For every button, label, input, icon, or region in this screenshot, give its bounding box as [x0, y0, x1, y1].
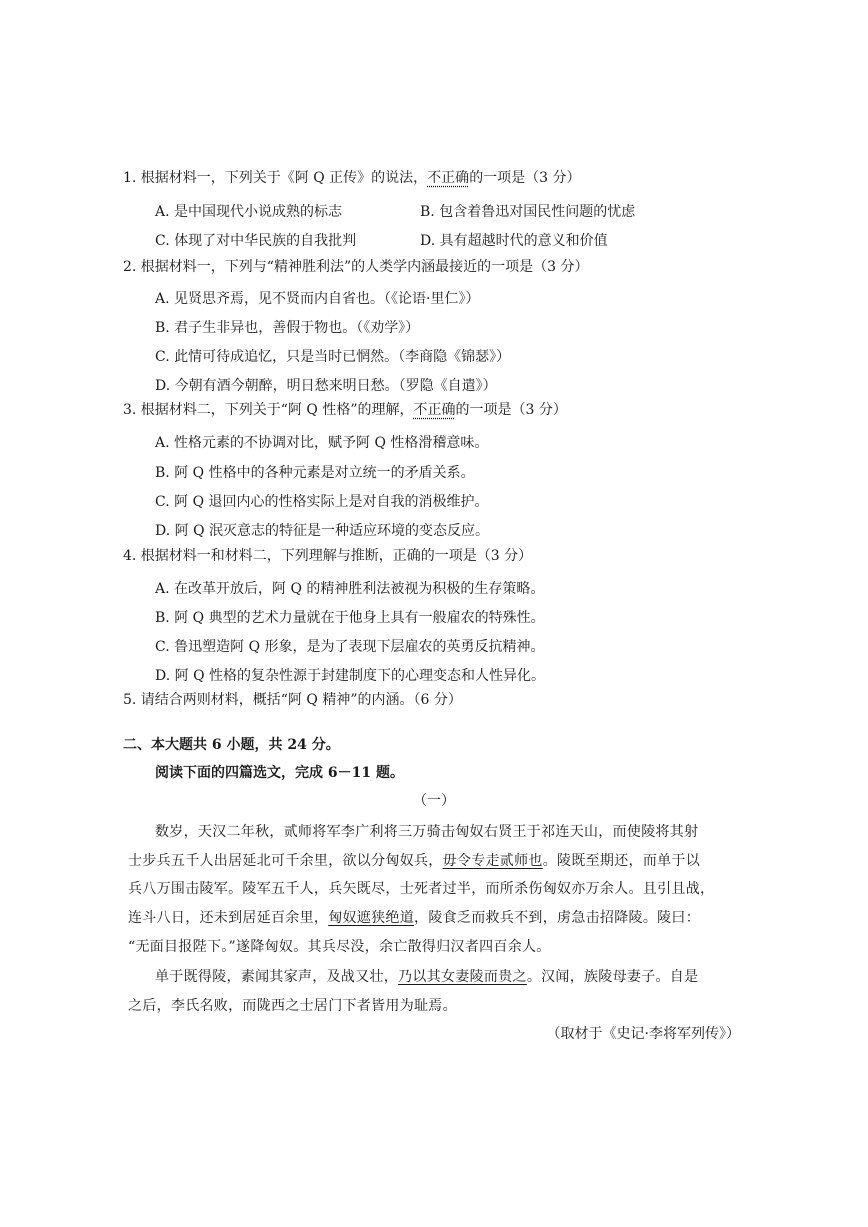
section-2-heading: 二、本大题共 6 小题，共 24 分。	[123, 737, 340, 753]
q3-option-a: A. 性格元素的不协调对比，赋予阿 Q 性格滑稽意味。	[155, 435, 489, 451]
passage-source: （取材于《史记·李将军列传》）	[546, 1026, 740, 1042]
passage-line-5: “无面目报陛下。”遂降匈奴。其兵尽没，余亡散得归汉者四百余人。	[128, 939, 551, 955]
q2-option-c: C. 此情可待成追忆，只是当时已惘然。（李商隐《锦瑟》）	[155, 349, 511, 365]
q4-option-a: A. 在改革开放后，阿 Q 的精神胜利法被视为积极的生存策略。	[155, 581, 545, 597]
question-4-stem: 4. 根据材料一和材料二，下列理解与推断，正确的一项是（3 分）	[123, 548, 533, 564]
section-2-instruction: 阅读下面的四篇选文，完成 6－11 题。	[155, 765, 404, 781]
q3-emphasis: 不正确	[413, 402, 456, 418]
question-3-stem	[123, 400, 567, 420]
passage-line-7: 之后，李氏名败，而陇西之士居门下者皆用为耻焉。	[128, 998, 457, 1014]
q1-prefix: 1. 根据材料一，下列关于《阿 Q 正传》的说法，	[123, 170, 428, 186]
underlined-phrase-2: 匈奴遮狭绝道	[328, 910, 415, 926]
passage-line-6-b: 。汉闻，族陵母妻子。自是	[526, 969, 699, 985]
underlined-phrase-1: 毋令专走贰师也	[442, 853, 543, 869]
passage-line-2-b: 。陵既至期还，而单于以	[542, 853, 701, 869]
passage-line-2-a: 士步兵五千人出居延北可千余里，欲以分匈奴兵，	[128, 853, 443, 869]
q3-suffix: 的一项是（3 分）	[455, 402, 567, 418]
q1-option-a: A. 是中国现代小说成熟的标志	[155, 204, 343, 220]
part-label: （一）	[413, 793, 455, 809]
passage-line-4-b: ，陵食乏而救兵不到，虏急击招降陵。陵曰：	[414, 910, 701, 926]
passage-line-3: 兵八万围击陵军。陵军五千人，兵矢既尽，士死者过半，而所杀伤匈奴亦万余人。且引且战，	[128, 881, 715, 897]
q2-option-d: D. 今朝有酒今朝醉，明日愁来明日愁。（罗隐《自遣》）	[155, 378, 497, 394]
question-2-stem: 2. 根据材料一，下列与“精神胜利法”的人类学内涵最接近的一项是（3 分）	[123, 259, 589, 275]
q3-option-b: B. 阿 Q 性格中的各种元素是对立统一的矛盾关系。	[155, 465, 475, 481]
passage-line-6-a: 单于既得陵，素闻其家声，及战又壮，	[155, 969, 399, 985]
q3-prefix: 3. 根据材料二，下列关于“阿 Q 性格”的理解，	[123, 402, 414, 418]
passage-line-2	[128, 851, 740, 871]
q1-emphasis: 不正确	[427, 170, 470, 186]
question-1-stem	[123, 168, 581, 188]
q1-option-c: C. 体现了对中华民族的自我批判	[155, 233, 357, 249]
q4-option-d: D. 阿 Q 性格的复杂性源于封建制度下的心理变态和人性异化。	[155, 668, 546, 684]
q3-option-c: C. 阿 Q 退回内心的性格实际上是对自我的消极维护。	[155, 494, 489, 510]
question-5-stem: 5. 请结合两则材料，概括“阿 Q 精神”的内涵。（6 分）	[123, 692, 462, 708]
q2-option-a: A. 见贤思齐焉，见不贤而内自省也。（《论语·里仁》）	[155, 291, 480, 307]
passage-line-4	[128, 908, 740, 928]
passage-line-6	[155, 967, 767, 987]
q4-option-c: C. 鲁迅塑造阿 Q 形象，是为了表现下层雇农的英勇反抗精神。	[155, 639, 545, 655]
q2-option-b: B. 君子生非异也，善假于物也。（《劝学》）	[155, 320, 420, 336]
q1-option-b: B. 包含着鲁迅对国民性问题的忧虑	[420, 204, 636, 220]
q1-suffix: 的一项是（3 分）	[469, 170, 581, 186]
passage-line-4-a: 连斗八日，还未到居延百余里，	[128, 910, 329, 926]
q4-option-b: B. 阿 Q 典型的艺术力量就在于他身上具有一般雇农的特殊性。	[155, 610, 545, 626]
q3-option-d: D. 阿 Q 泯灭意志的特征是一种适应环境的变态反应。	[155, 523, 490, 539]
underlined-phrase-3: 乃以其女妻陵而贵之	[398, 969, 527, 985]
passage-line-1: 数岁，天汉二年秋，贰师将军李广利将三万骑击匈奴右贤王于祁连天山，而使陵将其射	[155, 824, 699, 840]
q1-option-d: D. 具有超越时代的意义和价值	[420, 233, 608, 249]
